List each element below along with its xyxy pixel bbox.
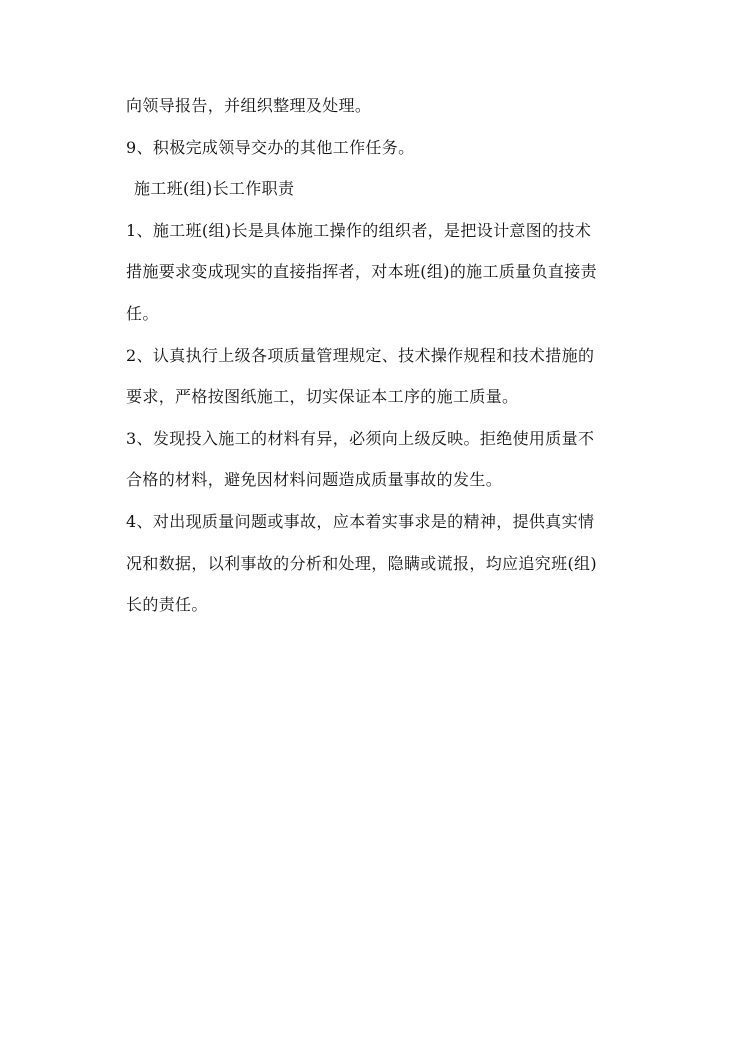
item-3-line-2: 合格的材料，避免因材料问题造成质量事故的发生。 [126,470,503,490]
item-4-line-1: 4、对出现质量问题或事故，应本着实事求是的精神，提供真实情 [126,511,595,531]
section-heading: 施工班(组)长工作职责 [134,179,295,199]
item-2-line-2: 要求，严格按图纸施工，切实保证本工序的施工质量。 [126,387,519,407]
item-4-line-3: 长的责任。 [126,595,208,615]
item-4-line-2: 况和数据，以利事故的分析和处理，隐瞒或谎报，均应追究班(组) [126,553,597,573]
item-1-line-1: 1、施工班(组)长是具体施工操作的组织者，是把设计意图的技术 [126,220,592,240]
item-1-line-2: 措施要求变成现实的直接指挥者，对本班(组)的施工质量负直接责 [126,262,597,282]
item-3-line-1: 3、发现投入施工的材料有异，必须向上级反映。拒绝使用质量不 [126,428,595,448]
item-1-line-3: 任。 [126,303,159,323]
item-2-line-1: 2、认真执行上级各项质量管理规定、技术操作规程和技术措施的 [126,345,595,365]
document-body [126,94,646,635]
text-line-continuation: 向领导报告，并组织整理及处理。 [126,96,372,115]
item-9-line: 9、积极完成领导交办的其他工作任务。 [126,137,415,157]
